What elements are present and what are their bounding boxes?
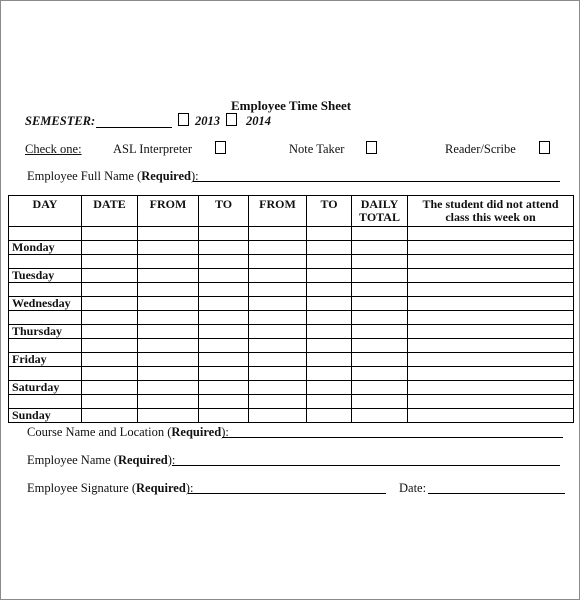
semester-2014-label: 2014 [246,114,271,128]
entry-cell[interactable] [352,241,408,255]
entry-cell[interactable] [307,339,352,353]
entry-cell[interactable] [307,311,352,325]
entry-cell[interactable] [199,283,249,297]
entry-cell[interactable] [408,381,574,395]
entry-cell[interactable] [249,255,307,269]
entry-cell[interactable] [352,311,408,325]
day-label-thursday: Thursday [9,325,82,339]
entry-cell[interactable] [352,409,408,423]
entry-cell[interactable] [408,353,574,367]
entry-cell[interactable] [249,269,307,283]
entry-cell[interactable] [352,367,408,381]
semester-2014-checkbox[interactable] [226,113,237,126]
table-row [9,255,574,269]
employee-full-name-line[interactable] [193,181,560,182]
reader-scribe-checkbox[interactable] [539,141,550,154]
entry-cell[interactable] [249,353,307,367]
entry-cell[interactable] [249,325,307,339]
entry-cell[interactable] [82,241,138,255]
table-row [9,353,574,367]
entry-cell[interactable] [138,255,199,269]
entry-cell[interactable] [249,241,307,255]
course-line[interactable] [222,437,563,438]
entry-cell[interactable] [138,381,199,395]
entry-cell[interactable] [199,297,249,311]
entry-cell[interactable] [352,381,408,395]
day-label-saturday: Saturday [9,381,82,395]
entry-cell[interactable] [82,395,138,409]
entry-cell[interactable] [352,297,408,311]
entry-cell[interactable] [82,255,138,269]
day-label-friday: Friday [9,353,82,367]
header-date: DATE [82,196,138,227]
entry-cell[interactable] [408,311,574,325]
entry-cell[interactable] [352,353,408,367]
header-day: DAY [9,196,82,227]
table-row [9,395,574,409]
day-label-tuesday: Tuesday [9,269,82,283]
day-cell [9,255,82,269]
entry-cell[interactable] [138,353,199,367]
table-row [9,367,574,381]
semester-line[interactable] [96,127,172,128]
entry-cell[interactable] [307,241,352,255]
entry-cell[interactable] [408,227,574,241]
entry-cell[interactable] [82,297,138,311]
entry-cell[interactable] [82,283,138,297]
entry-cell[interactable] [199,409,249,423]
employee-name-line[interactable] [172,465,560,466]
entry-cell[interactable] [138,339,199,353]
entry-cell[interactable] [249,283,307,297]
employee-name-label: Employee Name (Required): [27,453,176,467]
table-row [9,227,574,241]
entry-cell[interactable] [138,241,199,255]
entry-cell[interactable] [408,297,574,311]
note-taker-label: Note Taker [289,142,345,156]
entry-cell[interactable] [249,409,307,423]
entry-cell[interactable] [82,381,138,395]
day-cell [9,283,82,297]
signature-label: Employee Signature (Required): [27,481,194,495]
table-row [9,283,574,297]
entry-cell[interactable] [199,269,249,283]
entry-cell[interactable] [307,283,352,297]
entry-cell[interactable] [249,227,307,241]
entry-cell[interactable] [82,325,138,339]
entry-cell[interactable] [352,325,408,339]
entry-cell[interactable] [82,227,138,241]
semester-2013-label: 2013 [195,114,220,128]
entry-cell[interactable] [138,297,199,311]
entry-cell[interactable] [199,339,249,353]
entry-cell[interactable] [352,227,408,241]
table-row [9,269,574,283]
entry-cell[interactable] [408,241,574,255]
entry-cell[interactable] [82,367,138,381]
entry-cell[interactable] [199,395,249,409]
header-daily-total: DAILY TOTAL [352,196,408,227]
entry-cell[interactable] [199,255,249,269]
entry-cell[interactable] [138,367,199,381]
reader-scribe-label: Reader/Scribe [445,142,516,156]
table-row [9,297,574,311]
header-to-1: TO [199,196,249,227]
entry-cell[interactable] [307,269,352,283]
entry-cell[interactable] [307,381,352,395]
entry-cell[interactable] [249,395,307,409]
entry-cell[interactable] [408,325,574,339]
table-header-row [9,196,574,227]
entry-cell[interactable] [138,283,199,297]
entry-cell[interactable] [307,409,352,423]
date-line[interactable] [428,493,565,494]
entry-cell[interactable] [408,269,574,283]
timesheet-table [8,195,574,423]
entry-cell[interactable] [307,353,352,367]
entry-cell[interactable] [82,353,138,367]
entry-cell[interactable] [307,367,352,381]
entry-cell[interactable] [408,339,574,353]
day-label-wednesday: Wednesday [9,297,82,311]
table-row [9,409,574,423]
course-label: Course Name and Location (Required): [27,425,229,439]
entry-cell[interactable] [249,367,307,381]
entry-cell[interactable] [408,283,574,297]
table-row [9,241,574,255]
day-label-monday: Monday [9,241,82,255]
asl-interpreter-label: ASL Interpreter [113,142,193,156]
day-cell [9,227,82,241]
header-to-2: TO [307,196,352,227]
table-row [9,381,574,395]
entry-cell[interactable] [249,311,307,325]
entry-cell[interactable] [352,283,408,297]
entry-cell[interactable] [249,381,307,395]
entry-cell[interactable] [307,297,352,311]
entry-cell[interactable] [352,255,408,269]
entry-cell[interactable] [307,325,352,339]
table-row [9,311,574,325]
asl-interpreter-checkbox[interactable] [215,141,226,154]
entry-cell[interactable] [138,227,199,241]
semester-2013-checkbox[interactable] [178,113,189,126]
header-from-1: FROM [138,196,199,227]
entry-cell[interactable] [307,395,352,409]
entry-cell[interactable] [199,381,249,395]
entry-cell[interactable] [138,395,199,409]
entry-cell[interactable] [199,367,249,381]
entry-cell[interactable] [138,269,199,283]
entry-cell[interactable] [352,339,408,353]
day-cell [9,339,82,353]
entry-cell[interactable] [307,227,352,241]
signature-line[interactable] [188,493,386,494]
table-row [9,339,574,353]
header-did-not-attend: The student did not attend class this week on [408,196,574,227]
entry-cell[interactable] [408,255,574,269]
entry-cell[interactable] [82,269,138,283]
note-taker-checkbox[interactable] [366,141,377,154]
entry-cell[interactable] [249,339,307,353]
entry-cell[interactable] [138,325,199,339]
entry-cell[interactable] [138,311,199,325]
entry-cell[interactable] [82,311,138,325]
entry-cell[interactable] [199,241,249,255]
entry-cell[interactable] [408,395,574,409]
entry-cell[interactable] [307,255,352,269]
entry-cell[interactable] [199,353,249,367]
entry-cell[interactable] [199,311,249,325]
entry-cell[interactable] [408,409,574,423]
entry-cell[interactable] [82,409,138,423]
day-cell [9,311,82,325]
entry-cell[interactable] [82,339,138,353]
entry-cell[interactable] [249,297,307,311]
day-cell [9,367,82,381]
entry-cell[interactable] [199,325,249,339]
semester-label: SEMESTER: [25,114,96,128]
day-cell [9,395,82,409]
day-label-sunday: Sunday [9,409,82,423]
form-title: Employee Time Sheet [231,98,352,113]
entry-cell[interactable] [138,409,199,423]
check-one-label: Check one: [25,142,82,156]
date-label: Date: [399,481,427,495]
header-from-2: FROM [249,196,307,227]
entry-cell[interactable] [352,269,408,283]
entry-cell[interactable] [408,367,574,381]
table-row [9,325,574,339]
entry-cell[interactable] [352,395,408,409]
employee-full-name-label: Employee Full Name (Required): [27,169,199,183]
entry-cell[interactable] [199,227,249,241]
